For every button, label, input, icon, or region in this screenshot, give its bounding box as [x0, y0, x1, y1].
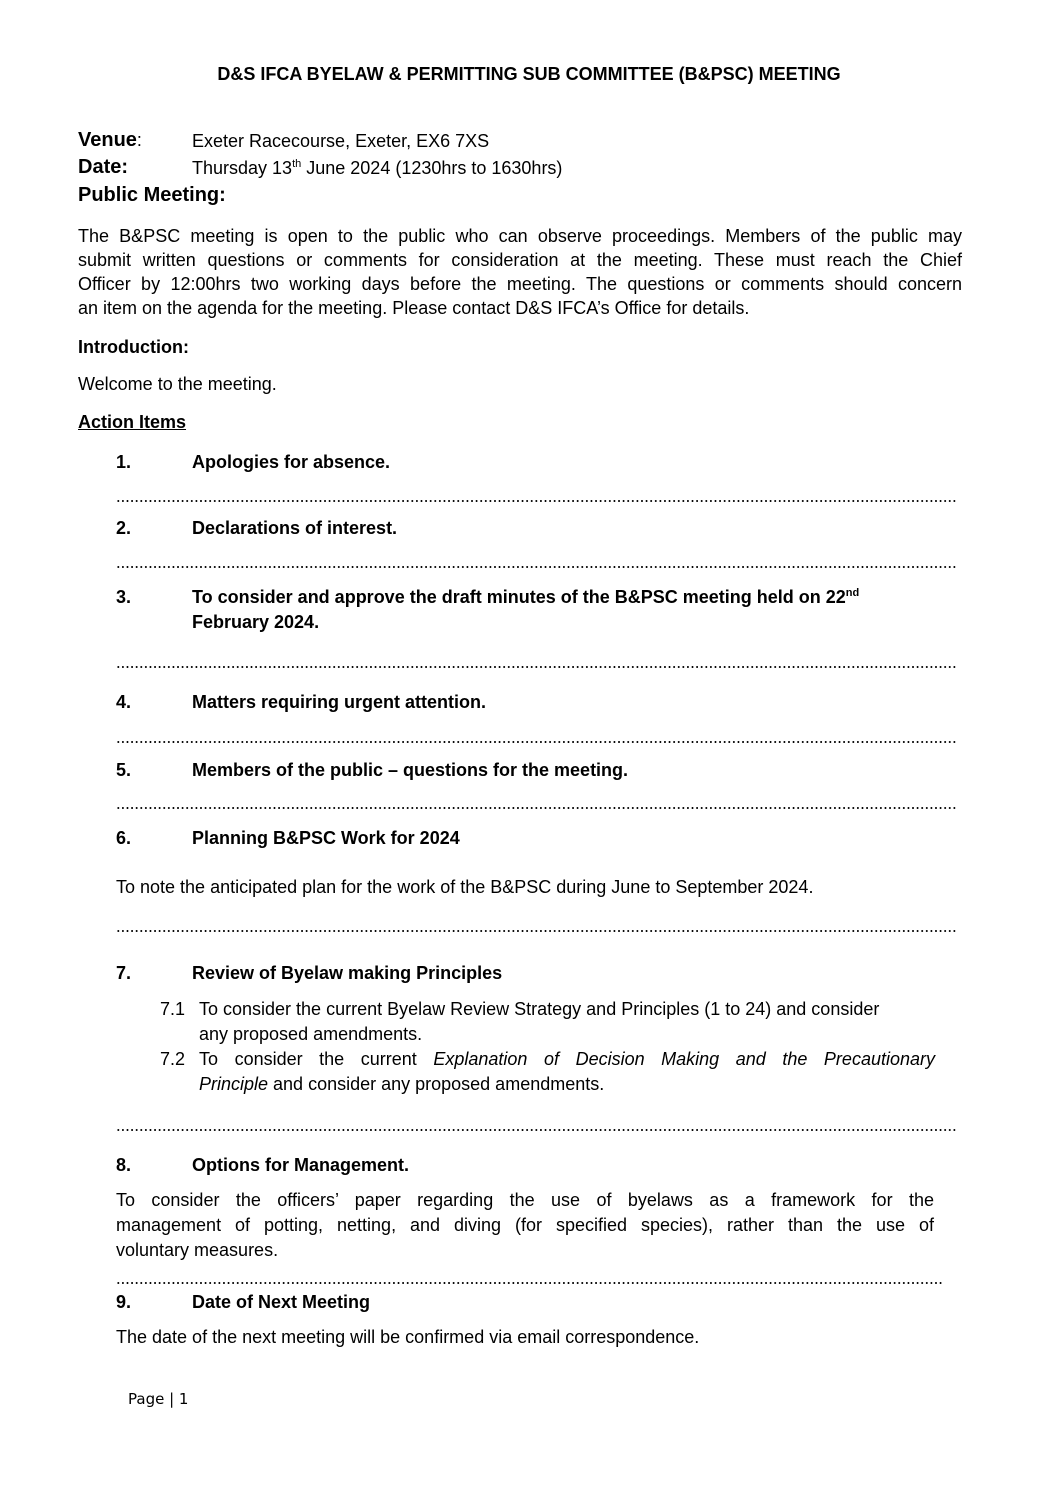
dotted-separator — [116, 930, 958, 932]
date-value — [192, 158, 562, 179]
item-title: Planning B&PSC Work for 2024 — [192, 828, 460, 848]
item-number: 5. — [116, 760, 132, 780]
public-meeting-line: Officer by 12:00hrs two working days before the meeting. The questions or comments should concern — [78, 274, 962, 294]
document-title: D&S IFCA BYELAW & PERMITTING SUB COMMITTEE (B&PSC) MEETING — [217, 64, 841, 84]
public-meeting-line: The B&PSC meeting is open to the public who can observe proceedings. Members of the public may — [78, 226, 962, 246]
date-label: Date: — [78, 156, 129, 178]
introduction-text: Welcome to the meeting. — [78, 374, 277, 394]
public-meeting-line: an item on the agenda for the meeting. Please contact D&S IFCA’s Office for details. — [78, 298, 750, 318]
sub-item-line: To consider the current Byelaw Review Strategy and Principles (1 to 24) and consider — [199, 999, 880, 1019]
date-value-post: June 2024 (1230hrs to 1630hrs) — [301, 158, 563, 178]
item-number: 7. — [116, 963, 132, 983]
dotted-separator — [116, 666, 958, 668]
sub-item-number: 7.2 — [160, 1049, 186, 1069]
dotted-separator — [116, 1129, 958, 1131]
sub-item-line — [199, 1072, 604, 1096]
date-value-pre: Thursday 13 — [192, 158, 293, 178]
sub-item-line: any proposed amendments. — [199, 1024, 423, 1044]
item-body: The date of the next meeting will be confirmed via email correspondence. — [116, 1327, 700, 1347]
item-number: 2. — [116, 518, 132, 538]
item-title: Members of the public – questions for the meeting. — [192, 760, 629, 780]
sub-item-line — [199, 1047, 935, 1071]
item-body-line: To consider the officers’ paper regarding the use of byelaws as a framework for the — [116, 1190, 934, 1210]
sub-item-number: 7.1 — [160, 999, 186, 1019]
venue-label: Venue — [78, 129, 137, 151]
dotted-separator — [116, 807, 958, 809]
dotted-separator — [116, 566, 958, 568]
item-title-sup: nd — [845, 587, 860, 599]
item-title: Apologies for absence. — [192, 452, 391, 472]
item-number: 3. — [116, 587, 132, 607]
dotted-separator — [116, 500, 958, 502]
dotted-separator — [116, 741, 958, 743]
item-title: Review of Byelaw making Principles — [192, 963, 503, 983]
item-number: 4. — [116, 692, 132, 712]
item-body-line: management of potting, netting, and diving (for specified species), rather than the use of — [116, 1215, 934, 1235]
item-number: 9. — [116, 1292, 132, 1312]
dotted-separator — [116, 1282, 944, 1284]
sub-item-italic-text: Explanation of Decision Making and the Precautionary — [433, 1049, 935, 1069]
item-number: 1. — [116, 452, 132, 472]
item-title: Matters requiring urgent attention. — [192, 692, 487, 712]
action-items-heading: Action Items — [78, 412, 187, 432]
item-title-line1 — [192, 587, 859, 608]
page-number: Page | 1 — [128, 1390, 189, 1408]
item-body-line: voluntary measures. — [116, 1240, 279, 1260]
item-number: 6. — [116, 828, 132, 848]
public-meeting-heading: Public Meeting: — [78, 184, 226, 206]
sub-item-text: To consider the current — [199, 1049, 434, 1069]
item-title: Declarations of interest. — [192, 518, 398, 538]
public-meeting-line: submit written questions or comments for consideration at the meeting. These must reach the Chief — [78, 250, 962, 270]
venue-value: Exeter Racecourse, Exeter, EX6 7XS — [192, 131, 490, 151]
item-title: Options for Management. — [192, 1155, 410, 1175]
sub-item-italic-text: Principle — [199, 1074, 269, 1094]
introduction-heading: Introduction: — [78, 337, 189, 357]
item-body: To note the anticipated plan for the work of the B&PSC during June to September 2024. — [116, 877, 814, 897]
item-title-line2: February 2024. — [192, 612, 320, 632]
item-title-line1-text: To consider and approve the draft minutes of the B&PSC meeting held on 22 — [192, 587, 846, 607]
date-value-sup: th — [292, 158, 302, 170]
item-number: 8. — [116, 1155, 132, 1175]
venue-label-group — [78, 129, 142, 152]
sub-item-text: and consider any proposed amendments. — [268, 1074, 605, 1094]
item-title: Date of Next Meeting — [192, 1292, 371, 1312]
venue-colon: : — [136, 130, 142, 150]
